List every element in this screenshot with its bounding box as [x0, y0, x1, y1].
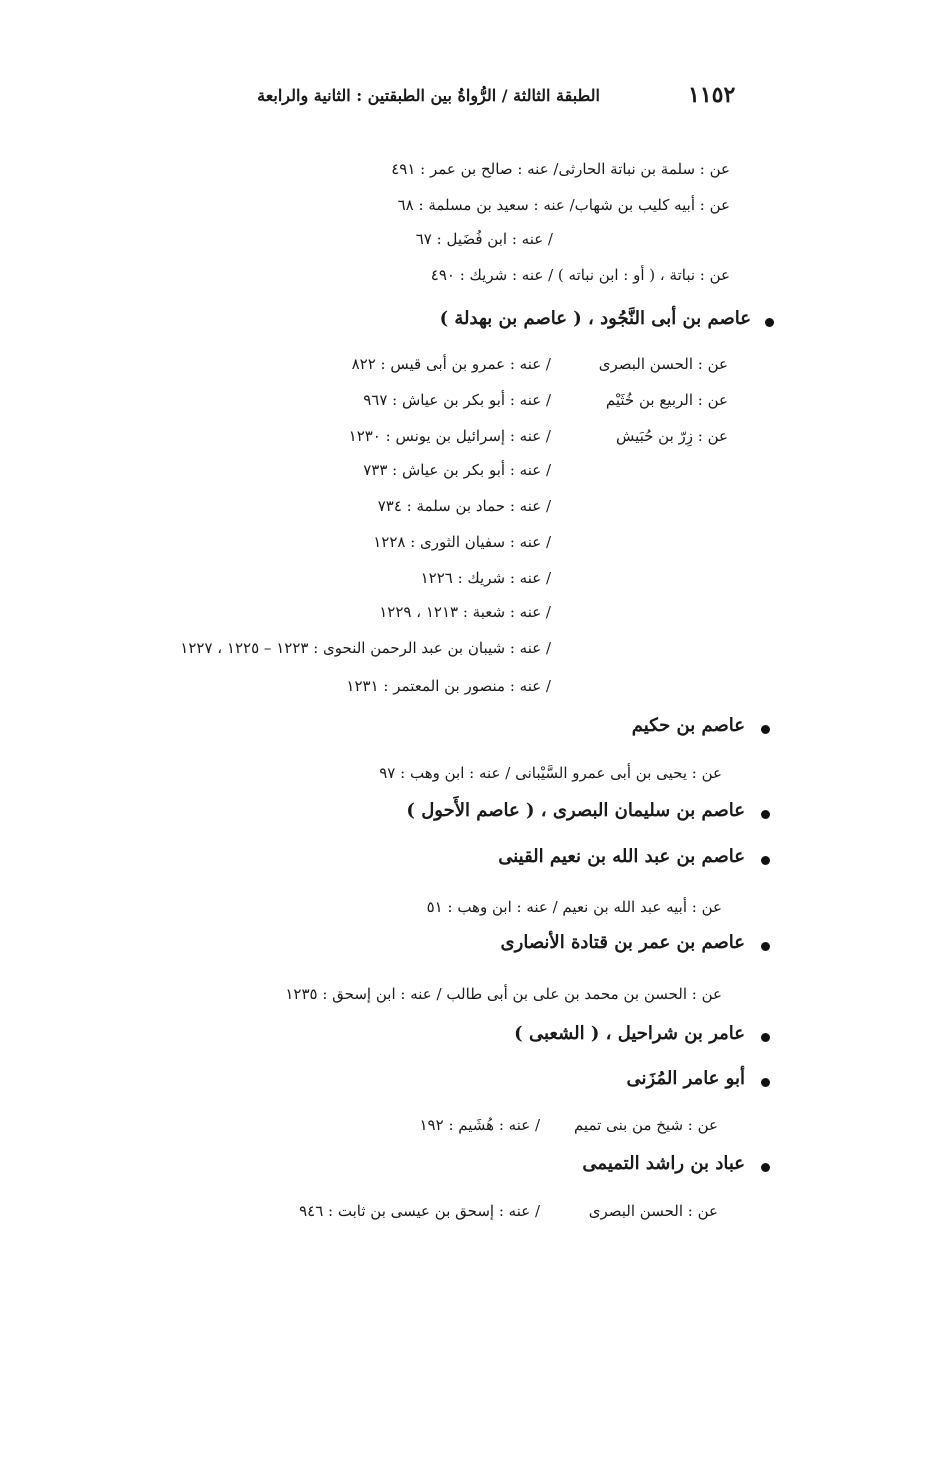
bullet-icon [761, 856, 770, 865]
source-an: عن : الحسن البصرى [588, 1202, 718, 1220]
bullet-icon [765, 318, 774, 327]
chain-line: عن : أبيه عبد الله بن نعيم / عنه : ابن وهب : ٥١ [426, 898, 722, 916]
narrator-name: عاصم بن حكيم [631, 715, 745, 736]
narrator-name: عامر بن شراحيل ، ( الشعبى ) [514, 1023, 745, 1044]
page-number: ١١٥٢ [688, 82, 736, 108]
chain-line: عن : سلمة بن نباتة الحارثى/ عنه : صالح بن عمر : ٤٩١ [391, 160, 730, 178]
narrator-anhu: / عنه : أبو بكر بن عياش : ٧٣٣ [363, 461, 551, 479]
narrator-anhu: / عنه : أبو بكر بن عياش : ٩٦٧ [363, 391, 551, 409]
narrator-name: عباد بن راشد التميمى [582, 1153, 745, 1174]
source-an: عن : الحسن البصرى [598, 355, 728, 373]
chain-line: عن : أبيه كليب بن شهاب/ عنه : سعيد بن مسلمة : ٦٨ [397, 196, 730, 214]
narrator-name: عاصم بن عبد الله بن نعيم القينى [498, 846, 745, 867]
chain-line: / عنه : ابن فُضَيل : ٦٧ [415, 230, 553, 248]
narrator-anhu: / عنه : حماد بن سلمة : ٧٣٤ [377, 497, 551, 515]
narrator-anhu: / عنه : إسرائيل بن يونس : ١٢٣٠ [348, 427, 551, 445]
chain-line: عن : نباتة ، ( أو : ابن نباته ) / عنه : شريك : ٤٩٠ [430, 266, 730, 284]
narrator-anhu: / عنه : منصور بن المعتمر : ١٢٣١ [346, 677, 551, 695]
bullet-icon [761, 810, 770, 819]
chain-line: عن : الحسن بن محمد بن على بن أبى طالب / عنه : ابن إسحق : ١٢٣٥ [285, 985, 722, 1003]
narrator-name: أبو عامر المُزَنى [626, 1068, 745, 1089]
bullet-icon [761, 1078, 770, 1087]
narrator-anhu: / عنه : عمرو بن أبى قيس : ٨٢٢ [351, 355, 551, 373]
narrator-anhu: / عنه : إسحق بن عيسى بن ثابت : ٩٤٦ [299, 1202, 540, 1220]
bullet-icon [761, 1033, 770, 1042]
source-an: عن : الربيع بن خُثَيْم [605, 391, 728, 409]
chain-line: عن : يحيى بن أبى عمرو السَّيْبانى / عنه : ابن وهب : ٩٧ [379, 764, 722, 782]
narrator-name: عاصم بن عمر بن قتادة الأنصارى [500, 932, 745, 953]
narrator-name: عاصم بن أبى النَّجُود ، ( عاصم بن بهدلة ) [439, 308, 751, 329]
source-an: عن : شيخ من بنى تميم [573, 1116, 718, 1134]
bullet-icon [761, 942, 770, 951]
source-an: عن : زِرّ بن حُبَيش [615, 427, 728, 445]
narrator-anhu: / عنه : شيبان بن عبد الرحمن النحوى : ١٢٢٣ – ١٢٢٥ ، ١٢٢٧ [180, 639, 551, 657]
narrator-anhu: / عنه : شريك : ١٢٢٦ [420, 569, 551, 587]
narrator-anhu: / عنه : هُشَيم : ١٩٢ [419, 1116, 540, 1134]
bullet-icon [761, 725, 770, 734]
bullet-icon [761, 1163, 770, 1172]
narrator-anhu: / عنه : شعبة : ١٢١٣ ، ١٢٢٩ [379, 603, 551, 621]
narrator-name: عاصم بن سليمان البصرى ، ( عاصم الأَحول ) [406, 800, 745, 821]
narrator-anhu: / عنه : سفيان الثورى : ١٢٢٨ [373, 533, 551, 551]
running-title: الطبقة الثالثة / الرُّواةُ بين الطبقتين : الثانية والرابعة [257, 86, 600, 105]
